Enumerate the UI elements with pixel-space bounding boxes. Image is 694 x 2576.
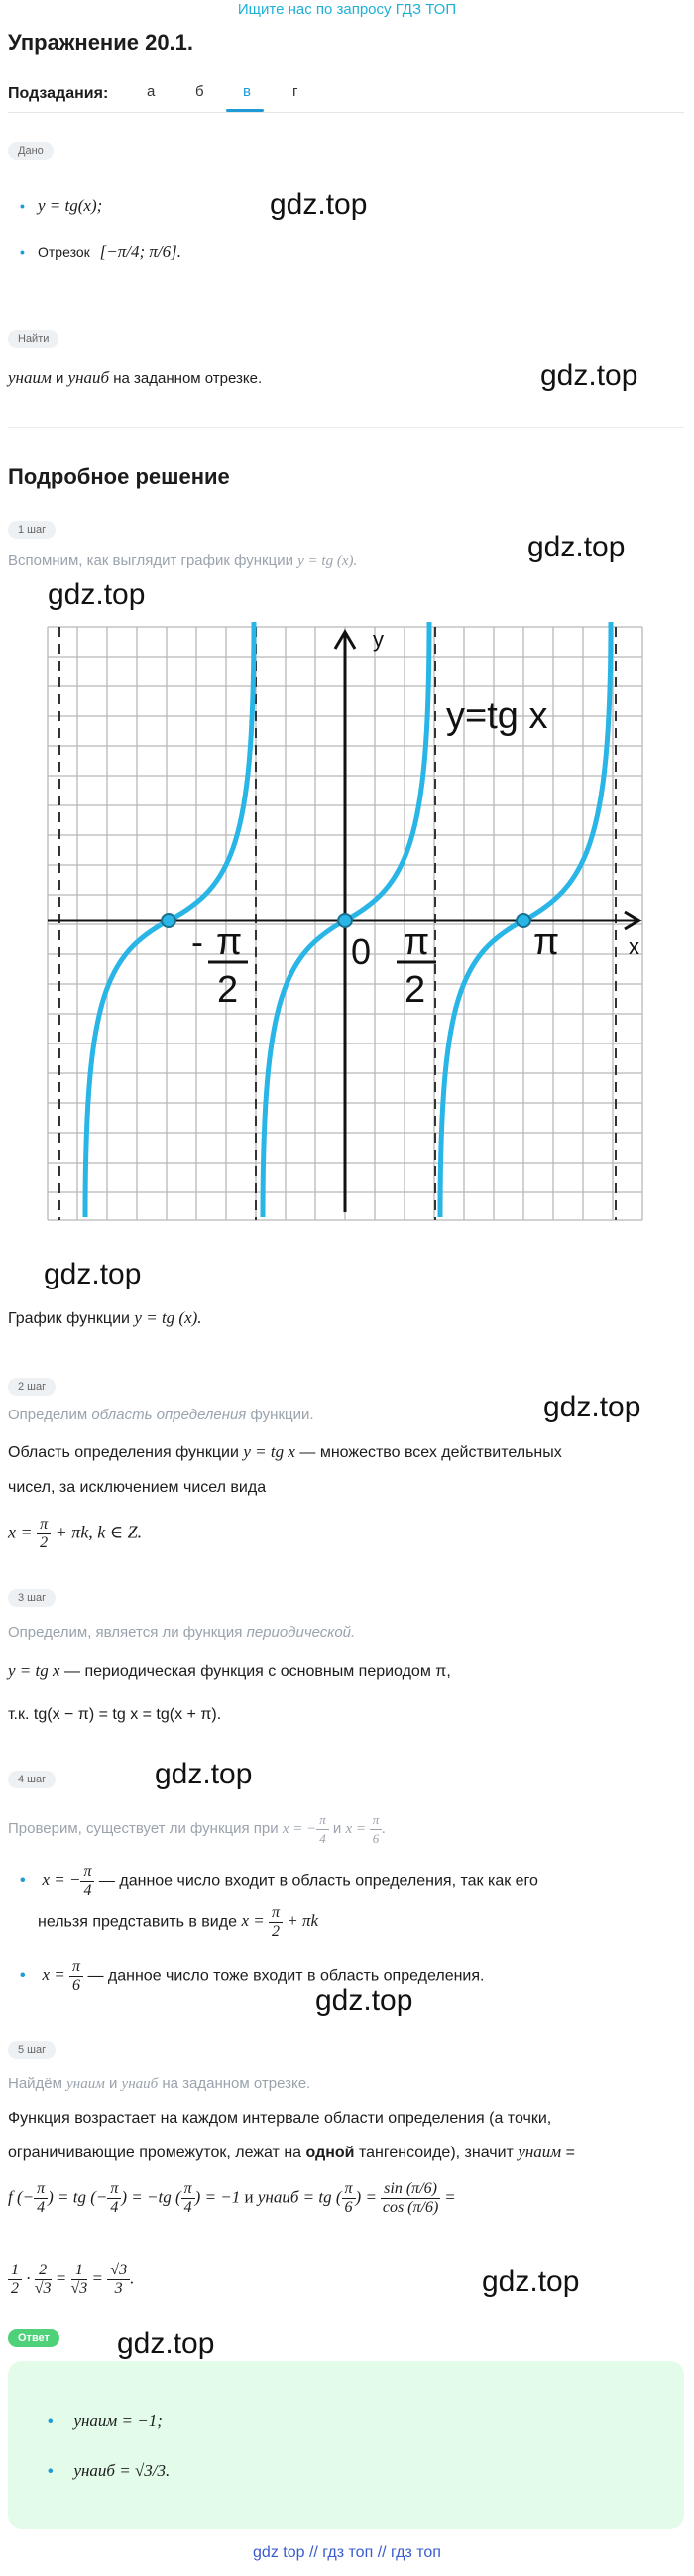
intro-text: Определим, является ли функция: [8, 1624, 243, 1641]
origin-label: 0: [351, 931, 372, 972]
step-4-bullet-2: • x = $\frac{\pi}{6}$ — данное число тоже входит в область определения.: [20, 1958, 485, 1994]
step-5-intro: [8, 2075, 310, 2093]
ymax-symbol: yнаиб: [121, 2076, 159, 2092]
step-2-tag: 2 шаг: [8, 1378, 56, 1396]
tick-label-minus: -: [191, 921, 203, 962]
subtask-tab-v[interactable]: в: [243, 83, 251, 100]
step-5-line-1: Функция возрастает на каждом интервале области определения (а точки,: [8, 2110, 552, 2127]
find-and: и: [56, 370, 64, 387]
bullet-dot-icon: •: [48, 2413, 54, 2430]
intro-text: Определим: [8, 1407, 88, 1423]
bullet-dot-icon: •: [48, 2463, 54, 2480]
watermark: gdz.top: [540, 359, 638, 392]
zero-point-marker: [517, 914, 530, 927]
function-label: y=tg x: [446, 695, 548, 737]
watermark: gdz.top: [527, 531, 626, 563]
line-math: y = tg x: [243, 1442, 295, 1461]
tick-label-pi: π: [216, 921, 243, 963]
tick-label-pi: π: [404, 921, 430, 963]
watermark: gdz.top: [155, 1758, 253, 1790]
step-2-line-2: чисел, за исключением чисел вида: [8, 1479, 267, 1496]
ymin-symbol: yнаим: [66, 2076, 105, 2092]
bullet-dot-icon: •: [20, 1872, 26, 1890]
find-tag: Найти: [8, 330, 58, 348]
intro-and: и: [332, 1819, 342, 1837]
bullet-dot-icon: •: [20, 1967, 26, 1985]
step-1-intro: [8, 552, 357, 570]
step-5-tag: 5 шаг: [8, 2041, 56, 2059]
footer-links[interactable]: gdz top // гдз топ // гдз топ: [253, 2544, 441, 2561]
watermark: gdz.top: [315, 1984, 413, 2017]
top-banner[interactable]: Ищите нас по запросу ГДЗ ТОП: [237, 1, 457, 18]
bullet-dot-icon: •: [20, 244, 25, 260]
step-5-line-2: ограничивающие промежуток, лежат на одной тангенсоиде), значит yнаим =: [8, 2143, 575, 2161]
subtask-tab-a[interactable]: а: [147, 83, 156, 100]
line-text: ограничивающие промежуток, лежат на: [8, 2145, 302, 2161]
answer-box: [8, 2361, 684, 2529]
intro-emph: периодической.: [246, 1624, 356, 1641]
line-text: — периодическая функция с основным периодом π,: [64, 1663, 451, 1680]
intro-and: и: [108, 2075, 118, 2092]
subtask-tab-b[interactable]: б: [195, 83, 204, 100]
step-4-bullet-1: • x = − $\frac{\pi}{4}$ — данное число входит в область определения, так как его: [20, 1863, 538, 1899]
intro-text: на заданном отрезке.: [162, 2075, 311, 2092]
find-text: [8, 365, 262, 392]
step-4-intro: Проверим, существует ли функция при x = − $\frac{\pi}{4}$ и x = $\frac{\pi}{6}$ .: [8, 1812, 387, 1846]
answer-line-2: [48, 2458, 170, 2485]
divider: [8, 112, 684, 113]
step-3-intro: [8, 1624, 355, 1641]
subtasks-label: Подзадания:: [8, 85, 109, 102]
intro-text: Проверим, существует ли функция при: [8, 1819, 279, 1837]
bullet-text: — данное число тоже входит в область определения.: [87, 1967, 485, 1985]
tick-label-pi: π: [533, 921, 560, 963]
step-5-formula-2: $\frac{1}{2}$ · $\frac{2}{√3}$ = $\frac{1}{√3}$ = $\frac{√3}{3}$ .: [8, 2262, 134, 2298]
step-1-intro-math: y = tg (x).: [297, 553, 358, 569]
intro-emph: область определения: [91, 1407, 247, 1423]
watermark: gdz.top: [117, 2327, 215, 2360]
step-5-formula-1: f (− $\frac{\pi}{4}$ ) = tg (− $\frac{\pi}{4}$ ) = −tg ( $\frac{\pi}{4}$ ) = −1 и yнаиб = tg ( $\frac{\pi}{6}$ ) = $\frac{\sin (\pi/6)}{\cos (\pi/6)}$ =: [8, 2180, 456, 2216]
line-text: тангенсоиде), значит: [358, 2145, 514, 2161]
step-2-line-1-full: Область определения функции y = tg x — множество всех действительных: [8, 1442, 562, 1461]
ymin-symbol: yнаим: [518, 2143, 562, 2161]
step-3-line-1: [8, 1658, 451, 1685]
watermark: gdz.top: [543, 1391, 641, 1423]
answer-line-1: [48, 2408, 163, 2435]
watermark: gdz.top: [48, 578, 146, 611]
page-title: Упражнение 20.1.: [8, 30, 194, 55]
zero-point-marker: [162, 914, 175, 927]
given-item-1: [20, 196, 102, 216]
divider: [8, 427, 684, 428]
caption-math: y = tg (x).: [134, 1308, 202, 1327]
given-item-2: [20, 242, 181, 262]
answer-min: yнаим = −1;: [73, 2411, 163, 2430]
step-1-tag: 1 шаг: [8, 521, 56, 539]
watermark: gdz.top: [482, 2266, 580, 2298]
subtask-tab-g[interactable]: г: [292, 83, 298, 100]
given-function: y = tg(x);: [38, 196, 103, 215]
solution-title: Подробное решение: [8, 464, 230, 489]
and-text: и: [244, 2187, 254, 2207]
step-4-bullet-1-line-2: нельзя представить в виде x = $\frac{\pi}{2}$ + πk: [38, 1904, 319, 1940]
given-segment-math: [−π/4; π/6].: [99, 242, 181, 261]
step-1-caption: [8, 1305, 202, 1332]
answer-tag: Ответ: [8, 2329, 59, 2347]
tangent-graph: [38, 617, 654, 1224]
step-2-formula: x = $\frac{\pi}{2}$ + πk, k ∈ Z.: [8, 1516, 143, 1551]
step-2-intro: [8, 1407, 314, 1423]
watermark: gdz.top: [44, 1258, 142, 1290]
given-tag: Дано: [8, 142, 54, 160]
tick-label-two: 2: [405, 969, 426, 1011]
axis-label-x: x: [629, 934, 639, 959]
axis-label-y: y: [373, 627, 384, 652]
bullet-text: — данное число входит в область определения, так как его: [98, 1872, 538, 1890]
intro-text: функции.: [250, 1407, 314, 1423]
line-bold: одной: [305, 2145, 355, 2161]
bullet-text: нельзя представить в виде: [38, 1913, 237, 1931]
zero-point-marker: [338, 914, 352, 927]
find-end: на заданном отрезке.: [113, 370, 263, 387]
bullet-dot-icon: •: [20, 198, 25, 214]
line-text: — множество всех действительных: [299, 1444, 562, 1461]
ymin-symbol: yнаим: [8, 368, 52, 387]
step-3-line-2: т.к. tg(x − π) = tg x = tg(x + π).: [8, 1706, 222, 1723]
answer-max: yнаиб = √3/3.: [73, 2461, 171, 2480]
caption-text: График функции: [8, 1310, 130, 1327]
ymax-symbol: yнаиб: [67, 368, 110, 387]
given-segment-label: Отрезок: [38, 244, 90, 260]
intro-text: Найдём: [8, 2075, 62, 2092]
tick-label-two: 2: [217, 969, 239, 1011]
watermark: gdz.top: [270, 188, 368, 221]
line-math: y = tg x: [8, 1661, 60, 1680]
step-3-tag: 3 шаг: [8, 1589, 56, 1607]
step-1-intro-text: Вспомним, как выглядит график функции: [8, 552, 293, 569]
step-4-tag: 4 шаг: [8, 1771, 56, 1788]
